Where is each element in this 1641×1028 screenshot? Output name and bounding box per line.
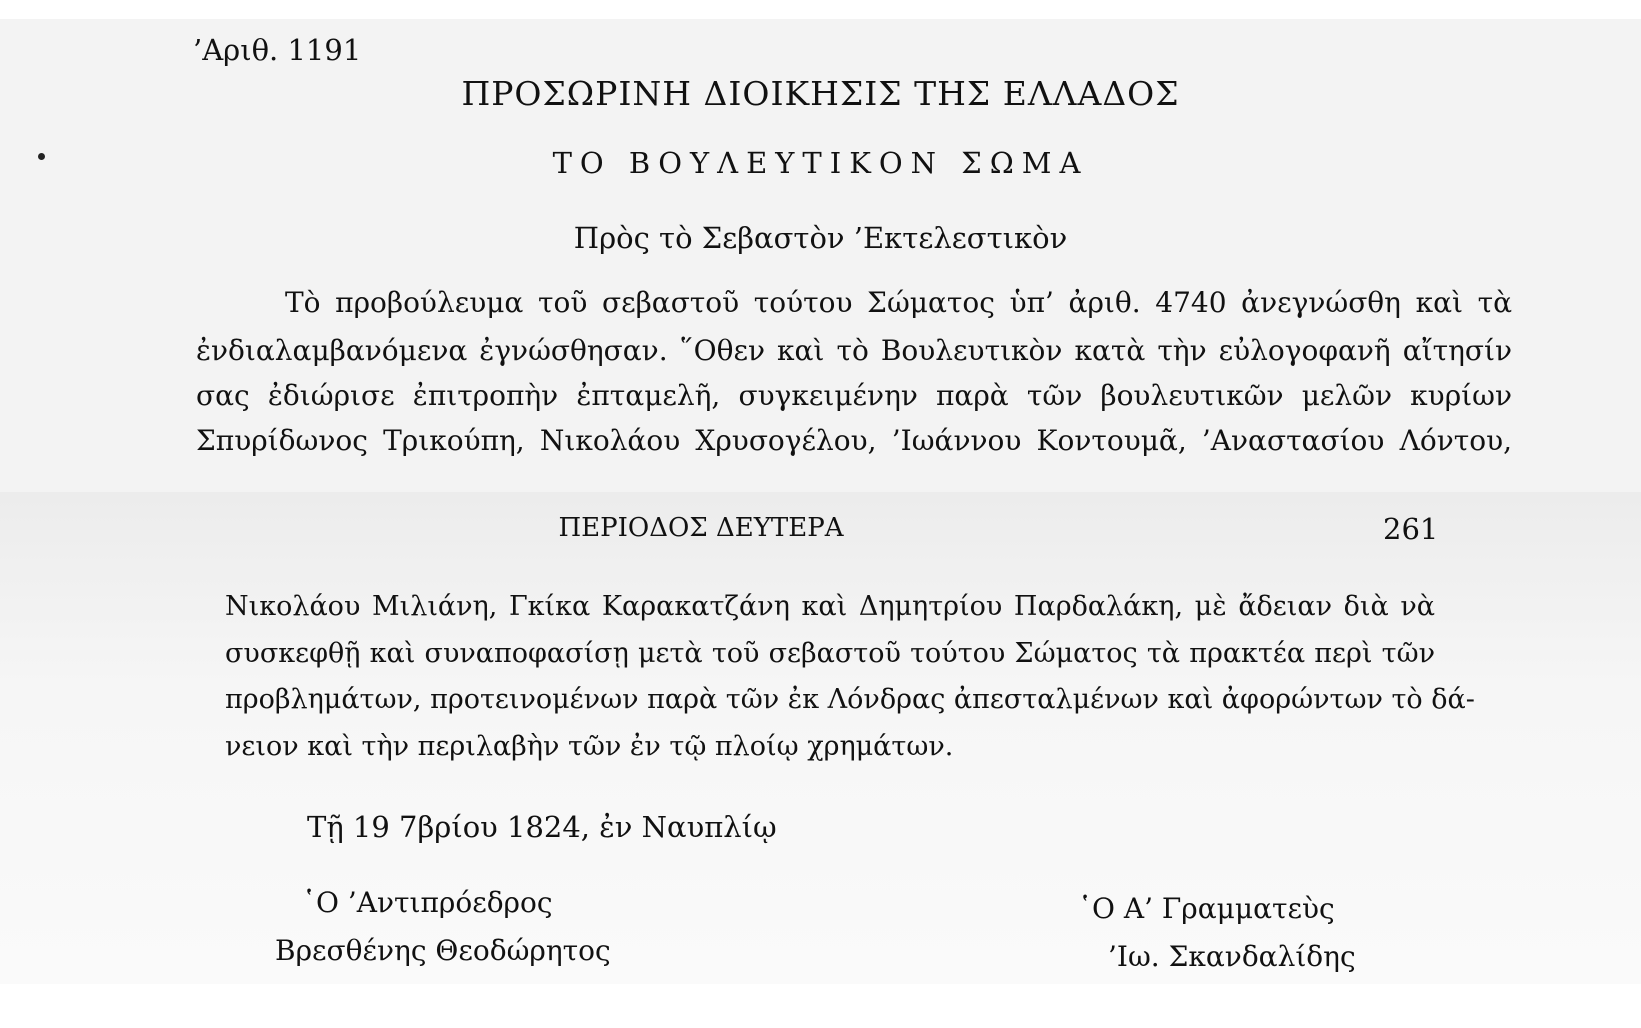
heading-government: ΠΡΟΣΩΡΙΝΗ ΔΙΟΙΚΗΣΙΣ ΤΗΣ ΕΛΛΑΔΟΣ — [461, 74, 1180, 113]
paragraph-line: συσκεφθῇ καὶ συναποφασίσῃ μετὰ τοῦ σεβαστοῦ τούτου Σώματος τὰ πρακτέα περὶ τῶν — [225, 638, 1435, 669]
upper-scan-section — [0, 19, 1641, 492]
signature-name: Βρεσθένης Θεοδώρητος — [275, 934, 611, 967]
serial-number: ’Αριθ. 1191 — [193, 33, 362, 67]
heading-body: ΤΟ ΒΟΥΛΕΥΤΙΚΟΝ ΣΩΜΑ — [552, 146, 1089, 180]
signature-name: ’Ιω. Σκανδαλίδης — [1108, 940, 1356, 973]
paragraph-line: ἐνδιαλαμβανόμενα ἐγνώσθησαν. ῞Οθεν καὶ τὸ Βουλευτικὸν κατὰ τὴν εὐλογοφανῆ αἴτησίν — [196, 334, 1512, 367]
paragraph-line: νειον καὶ τὴν περιλαβὴν τῶν ἐν τῷ πλοίῳ χρημάτων. — [225, 731, 954, 762]
document-page — [0, 19, 1641, 984]
addressee: Πρὸς τὸ Σεβαστὸν ’Εκτελεστικὸν — [573, 221, 1068, 255]
paragraph-line: Τὸ προβούλευμα τοῦ σεβαστοῦ τούτου Σώματος ὑπ’ ἀριθ. 4740 ἀνεγνώσθη καὶ τὰ — [285, 286, 1512, 319]
paragraph-line: προβλημάτων, προτεινομένων παρὰ τῶν ἐκ Λόνδρας ἀπεσταλμένων καὶ ἀφορώντων τὸ δά- — [225, 684, 1475, 715]
date-place: Τῇ 19 7βρίου 1824, ἐν Ναυπλίῳ — [307, 810, 777, 844]
signature-title: ῾Ο ’Αντιπρόεδρος — [302, 886, 553, 919]
paragraph-line: Νικολάου Μιλιάνη, Γκίκα Καρακατζάνη καὶ Δημητρίου Παρδαλάκη, μὲ ἄδειαν διὰ νὰ — [225, 591, 1435, 622]
paragraph-line: σας ἐδιώρισε ἐπιτροπὴν ἐπταμελῆ, συγκειμένην παρὰ τῶν βουλευτικῶν μελῶν κυρίων — [196, 379, 1512, 412]
paragraph-line: Σπυρίδωνος Τρικούπη, Νικολάου Χρυσογέλου, ’Ιωάννου Κοντουμᾶ, ’Αναστασίου Λόντου, — [196, 424, 1512, 457]
running-title: ΠΕΡΙΟΔΟΣ ΔΕΥΤΕΡΑ — [558, 513, 844, 543]
page-number: 261 — [1383, 512, 1439, 546]
signature-title: ῾Ο Α’ Γραμματεὺς — [1078, 892, 1335, 925]
